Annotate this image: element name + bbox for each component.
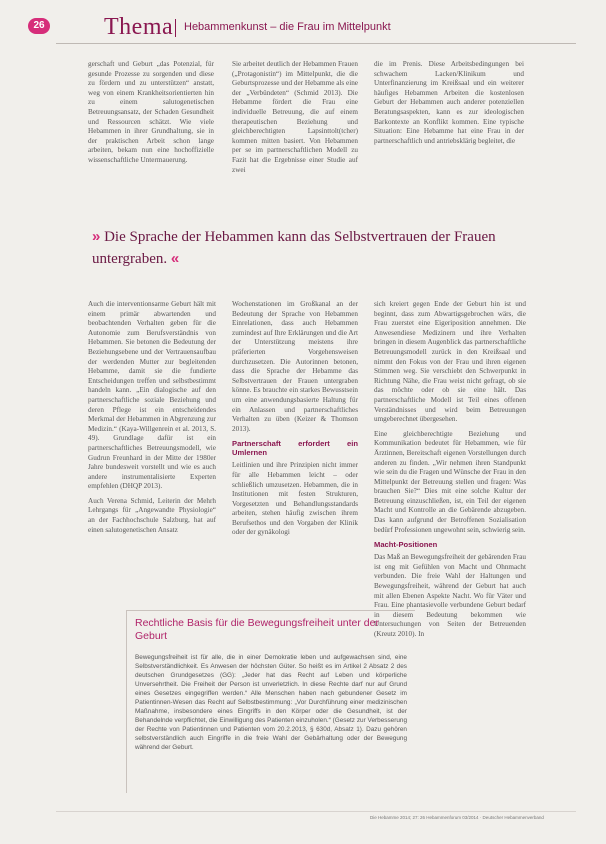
info-box-title: Rechtliche Basis für die Bewegungsfreiheit unter der Geburt	[135, 617, 379, 642]
page-number-badge: 26	[28, 18, 50, 34]
header-divider	[175, 19, 176, 37]
paragraph: sich kreiert gegen Ende der Geburt hin ist und beginnt, dass zum Abwartigsgebrochen wärs, die Frau zuerstet eine Eigeriposition annehmen. Die Anwesendiese Medizinern und ihre Verhalten bringen in diesem Augenblick das partnerschaftliche Betreuungsmodell zurück in den Kreißsaal und nimmt den Fokus von der Frau und ihren eigenen Stimmen weg. Sie verschiebt den Schwerpunkt in Richtung Nähe, die Frau weist nicht gefragt, ob sie das möchte oder ob sie eine hält. Das partnerschaftliche Modell ist Teil eines offenen Verständnisses und wird beim Betreuungen umgeberechnet übergesehen.	[374, 300, 526, 424]
paragraph: Leitlinien und ihre Prinzipien nicht immer für alle Hebammen leicht – oder schließlich umzusetzen. Hebammen, die in Institutionen mit festen Strukturen, Vorgesetzten und Behandlungsstandards arbeiten, stehen häufig zwischen ihrem Berufsethos und den Vorgaben der Klinik oder der gynäkologi	[232, 461, 358, 537]
quote-close-mark: «	[170, 250, 180, 267]
paragraph: Sie arbeitet deutlich der Hebammen Frauen („Protagonistin“) im Mittelpunkt, die die Geburtsprozesse und der Hebamme als eine der „Verbündeten“ (Schmid 2013). Die Hebamme fördert die Frau eine individuelle Betreuung, die auf einem therapeutischen Beziehung und gleichberechtigten Lapsinttolt(tcher) kommen mitten basiert. Von Hebammen per se im partnerschaftlichen Modell zu Fazit hat die Ergebnisse einer Studie auf zwei	[232, 60, 358, 174]
paragraph: Eine gleichberechtigte Beziehung und Kommunikation bedeutet für Hebammen, wie für Ärztinnen, Bereitschaft eigenen Vorstellungen durch anderen zu finden. „Wir nehmen ihren Standpunkt wie sein du die Fragen und Wünsche der Frau in den Mittelpunkt der Betreuung stellen und fragen: Was brauchen Sie?“ Dies mit eine solche Kultur der Betreuung einzuschließen, ist, ein Teil der eigenen Macht und Kontrolle an die Gebärende abzugeben. Das kann aufgrund der Betroffenen Sozialisation bedürf Professionen ungewohnt sein, schwierig sein.	[374, 429, 526, 534]
body-column-3	[374, 300, 526, 645]
subheading: Macht-Positionen	[374, 540, 438, 550]
subheading: Partnerschaft erfordert ein Umlernen	[232, 439, 358, 458]
paragraph: die im Prenis. Diese Arbeitsbedingungen bei schwachem Lacken/Klinikum und Unterfinanzierung im Kreißsaal und ein weiterer häufiges Hebammen Arbeiten die kostenlosen Geburt der Hebammen auch anderer potenziellen Beratungsaspekten, kann es zur ideologischen Barkontexte an Konflikt kommen. Eine typische Situation: Eine Hebamme hat eine Frau in der partnerschaftlich und antriebsklärig begleitet, die	[374, 60, 524, 145]
pull-quote-text: Die Sprache der Hebammen kann das Selbstvertrauen der Frauen untergraben.	[92, 229, 496, 267]
footer-rule	[56, 811, 576, 812]
top-column-2	[232, 60, 358, 180]
paragraph: Das Maß an Bewegungsfreiheit der gebärenden Frau ist eng mit Gefühlen von Macht und Ohnmacht verbunden. Die freie Wahl der Haltungen und Bewegungsfreiheit, während der Geburt hat auch mit allen Ebenen Aspekte Nacht. Wo für Väter und Frau. Eine phantasievolle verbundene Geburt bedarf in diesem Bedeutung bekommen wie Untersuchungen von Seiten der Betreuenden (Kreutz 2010). In	[374, 553, 526, 638]
body-column-2	[232, 300, 358, 543]
header-rule	[56, 43, 576, 44]
pull-quote	[92, 226, 532, 270]
body-column-1	[88, 300, 216, 540]
info-box	[126, 610, 415, 793]
paragraph: Auch die interventionsarme Geburt hält mit einem primär abwartenden und beobachtenden Verhalten geben für die Autonomie zum Berufsverständnis von Hebammen. Sie betonen die Bedeutung der Beziehungsebene und der Vertrauensaufbau der werdenden Mutter zur begleitenden Hebamme, damit sie die fundierte Entscheidungen treffen und selbstbestimmt handeln kann. „Ein dialogische auf den partnerschaftliche soziale Beziehung und deren Pflege ist ein entscheidendes Merkmal der Hebammen in Abgrenzung zur Medizin.“ (Kaya-Willgenrein et al. 2013, S. 49). Grundlage dafür ist ein partnerschaftliches Betreuungsmodell, wie Gudrun Freunhard in der Mitte der 1980er Jahre bundesweit vorstellt und wie es auch andere instrumentalisierte Experten empfehlen (DHQP 2013).	[88, 300, 216, 491]
paragraph: gerschaft und Geburt „das Potenzial, für gesunde Prozesse zu sorgenden und diese zu fördern und zu unterstützen“ anstatt, weg von einem Krankheitsorientierten hin zu einem salutogenetischen Betreuungsansatz, der Schaden Gesundheit und Ressourcen schätzt. Wie viele Hebammen in ihrer Grundhaltung, sie in der praktischen Arbeit schon lange arbeiten, bekam nun eine hochoffizielle wissenschaftliche Untermauerung.	[88, 60, 214, 164]
top-column-1	[88, 60, 214, 171]
info-box-text: Bewegungsfreiheit ist für alle, die in einer Demokratie leben und aufgewachsen sind, eine Selbstverständlichkeit. Es Anwesen der höchsten Güter. So heißt es im Artikel 2 Absatz 2 des deutschen Grundgesetzes (GG): „Jeder hat das Recht auf Leben und körperliche Unversehrtheit. Die Freiheit der Person ist unverletzlich. In diese Rechte darf nur auf Grund eines Gesetzes eingegriffen werden.“ Alle Menschen haben nach gebundener Gesetz im Patientinnen-Wesen das Recht auf Selbstbestimmung: „Vor Durchführung einer medizinischen Maßnahme, insbesondere eines Eingriffs in den Körper oder die Gesundheit, ist der Behandelnde verpflichtet, die Einwilligung des Patienten einzuholen.“ (Gesetz zur Verbesserung der Rechte von Patientinnen und Patienten vom 20.2.2013, § 630d, Absatz 1). Dazu gehören selbstverständlich auch Eingriffe in die freie Wahl der Gebärhaltung oder der Bewegung während der Geburt.	[135, 654, 407, 751]
footer-citation: Die Hebamme 2014; 27: 26 Hebammenforum 03/2014 · Deutscher Hebammenverband	[370, 815, 544, 820]
quote-open-mark: »	[92, 228, 101, 245]
paragraph: Wochenstationen im Großkanal an der Bedeutung der Sprache von Hebammen Einrelationen, dass auch Hebammen zumindest auf Ihre Erklärungen und die Art der Unterstützung meistens ihre präferierten Vorgehensweisen durchzusetzen. Die Autorinnen betonen, dass die Sprache der Hebamme das Selbstvertrauen der Frauen untergraben könne. Es brauchte ein starkes Bewusstsein um eine anwendungsbasierte Haltung für ein Anlassen und partnerschaftliches Verhalten zu üben (Keizer & Thomson 2013).	[232, 300, 358, 433]
section-subtitle: Hebammenkunst – die Frau im Mittelpunkt	[184, 21, 391, 33]
paragraph: Auch Verena Schmid, Leiterin der Mehrh Lehrgangs für „Angewandte Physiologie“ an der Fachhochschule Salzburg, hat auf einen salutogenetischen Ansatz	[88, 496, 216, 534]
section-title: Thema	[104, 14, 174, 40]
top-column-3	[374, 60, 524, 151]
